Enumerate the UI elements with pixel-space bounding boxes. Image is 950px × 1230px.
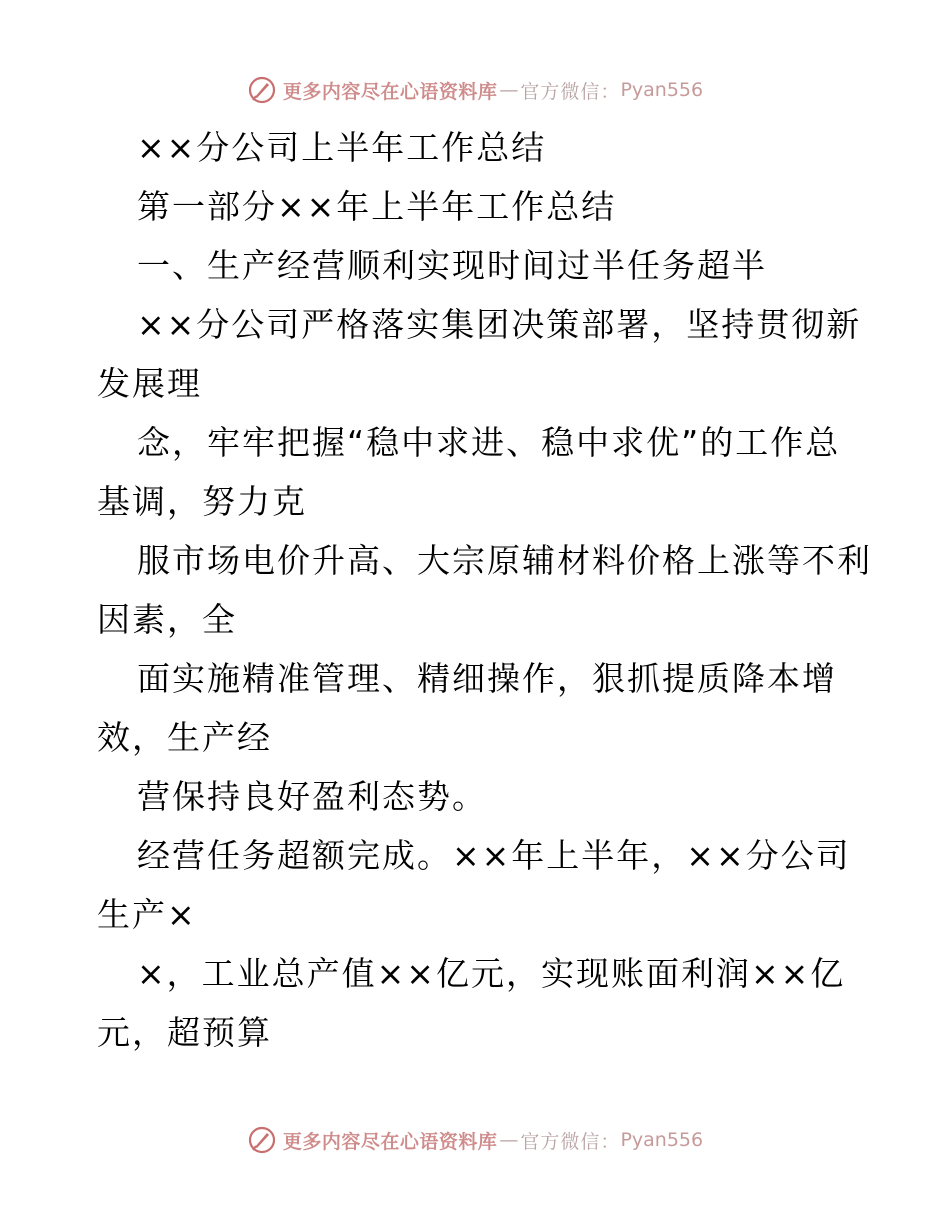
- text-line: 元，超预算: [97, 1013, 272, 1052]
- watermark-dash: —: [499, 79, 519, 101]
- watermark-dash: —: [499, 1129, 519, 1151]
- watermark-main-text: 更多内容尽在心语资料库: [282, 1130, 498, 1153]
- document-body: [97, 118, 872, 1062]
- text-line: 基调，努力克: [97, 482, 307, 521]
- text-line: ×，工业总产值××亿元，实现账面利润××亿: [137, 954, 846, 993]
- quill-pen-circle-icon: [247, 75, 277, 105]
- watermark-label: 官方微信：: [520, 80, 621, 103]
- text-line: 发展理: [97, 364, 202, 403]
- text-line: 念，牢牢把握“稳中求进、稳中求优”的工作总: [137, 423, 841, 462]
- text-line: ××分公司严格落实集团决策部署，坚持贯彻新: [137, 305, 862, 344]
- watermark-footer: [0, 1120, 950, 1160]
- text-line: 第一部分××年上半年工作总结: [137, 187, 617, 226]
- text-line: 因素，全: [97, 600, 237, 639]
- text-line: 服市场电价升高、大宗原辅材料价格上涨等不利: [137, 541, 872, 580]
- watermark-wechat-id: Pyan556: [620, 1129, 704, 1151]
- quill-pen-circle-icon: [247, 1125, 277, 1155]
- watermark-header: [0, 70, 950, 110]
- watermark-label: 官方微信：: [520, 1130, 621, 1153]
- text-line: 一、生产经营顺利实现时间过半任务超半: [137, 246, 767, 285]
- watermark-main-text: 更多内容尽在心语资料库: [282, 80, 498, 103]
- text-line: 生产×: [97, 895, 197, 934]
- text-line: ××分公司上半年工作总结: [137, 128, 547, 167]
- text-line: 效，生产经: [97, 718, 272, 757]
- text-line: 面实施精准管理、精细操作，狠抓提质降本增: [137, 659, 837, 698]
- text-line: 经营任务超额完成。××年上半年，××分公司: [137, 836, 851, 875]
- text-line: 营保持良好盈利态势。: [137, 777, 487, 816]
- watermark-wechat-id: Pyan556: [620, 79, 704, 101]
